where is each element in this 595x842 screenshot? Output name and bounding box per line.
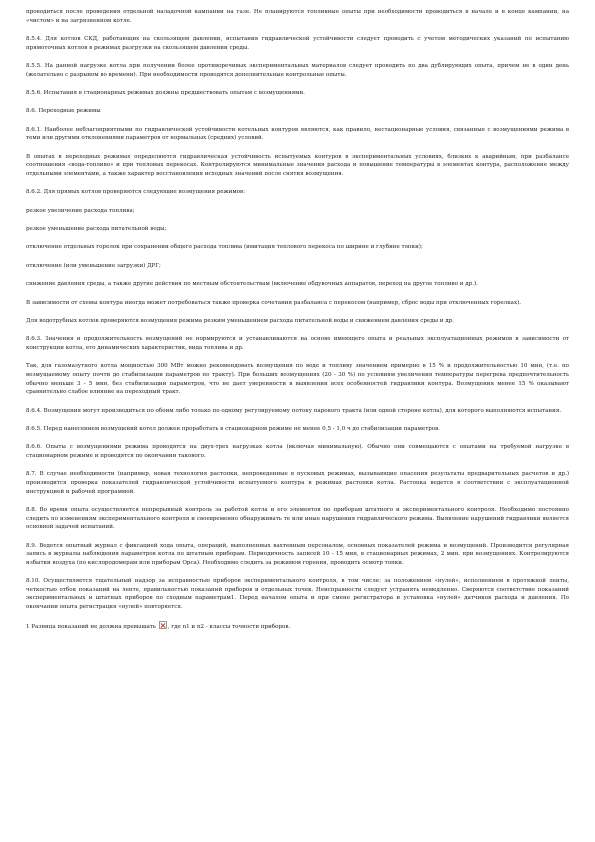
paragraph: проводиться после проведения отдельной наладочной кампании на газе. Не планируются топливные опыты при необходимости проводиться в начале и в конце кампании, на «чистом» и на загрязненном котле.	[26, 9, 569, 24]
footnote	[26, 621, 569, 632]
paragraph: Так, для газомазутного котла мощностью 300 МВт можно рекомендовать возмущения по воде и топливу значением примерно в 15 % и продолжительностью 10 мин, (т.е. по возмущаемому опыту почти до стабилизации параметров по тракту). При больших возмущениях (20 - 30 %) по условиям увеличения температуры перегрева предпочтительность обычно меньше 3 - 5 мин, без стабилизации параметров, что не дает уверенности в выявлении всех особенностей гидравлики контура. Возмущения менее 15 % оказывают сравнительно слабое влияние на переходный тракт.	[26, 363, 569, 396]
footnote-prefix: 1 Разница показаний не должна превышать	[26, 624, 156, 631]
list-item: снижение давления среды, а также другие действия по местным обстоятельствам (включение обдувочных аппаратов, переход на другое топливо и др.).	[26, 281, 478, 288]
paragraph: 8.5.5. На данной нагрузке котла при получении более противоречивых экспериментальных материалов следует проводить по два дублирующих опыта, причем не в один день (желательно с разрывом во времени). При необходимости проводятся дополнительные контрольные опыты.	[26, 62, 569, 78]
paragraph: 8.5.6. Испытания в стационарных режимах должны предшествовать опытам с возмущениями.	[26, 89, 305, 96]
paragraph: Для водотрубных котлов проверяются возмущения режима резким уменьшением расхода питательной воды и снижением давления среды и др.	[26, 318, 454, 325]
paragraph: 8.6.3. Значения и продолжительность возмущений не нормируются и устанавливаются на основе имеющего опыта и реальных эксплуатационных режимов в зависимости от конструкции котла, его динамических характеристик, вида топлива и др.	[26, 336, 569, 352]
paragraph: 8.6.6. Опыты с возмущениями режима проводятся на двух-трех нагрузках котла (включая минимальную). Обычно они совмещаются с опытами на требуемой нагрузке в стационарном режиме и проводятся по окончании такового.	[26, 444, 569, 459]
list-item: резкое увеличение расхода топлива;	[26, 207, 135, 214]
paragraph: 8.7. В случае необходимости (например, новая технология растопки, непроведенные в пусковых режимах, вызывающие опасения результаты предварительных расчетов и др.) производится проверка показателей гидравлической устойчивости испытуемого контура в режимах растопки котла. Растопка ведется в соответствии с эксплуатационной инструкцией и рабочей программой.	[26, 471, 569, 495]
section-heading: 8.6. Переходные режимы	[26, 108, 101, 115]
paragraph: 8.6.2. Для прямых котлов проверяются следующие возмущения режимов:	[26, 189, 245, 196]
paragraph: В опытах в переходных режимах определяются гидравлическая устойчивость испытуемых контуров в экспериментальных условиях, близких к аварийным, при разбалансе соотношения «вода-топливо» и при тепловых перекосах. Контролируются минимальные значения расхода и повышение температуры в элементах контура, расположение между отдельными элементами, а также характер восстановления исходных значений после снятия возмущения.	[26, 153, 569, 177]
paragraph: 8.10. Осуществляется тщательный надзор за исправностью приборов экспериментального контроля, в том числе: за положением «нулей», исполнением в протяжной ленты, четкостью отбоя показаний на ленте, правильностью показаний приборов и отдельных точек. Неисправности следует устранять немедленно. Сверяются соответствие показаний экспериментальных и штатных приборов по сходным параметрам1. Перед началом опыта и при смене регистратора и установка «нулей» датчиков расхода и давления. По окончании опыта регистрация «нулей» повторяется.	[26, 578, 569, 610]
paragraph: 8.6.1. Наиболее неблагоприятными по гидравлической устойчивости котельных контуров являются, как правило, нестационарные условия, связанные с возмущениями режима в теми или другими отклонениями параметров от нормальных (средних) условий.	[26, 126, 569, 142]
paragraph: 8.8. Во время опыта осуществляется непрерывный контроль за работой котла и его элементов по приборам штатного и экспериментального контроля. Необходимо постоянно следить по изменениям экспериментального контроля и своевременно обнаруживать те или иные нарушения гидравлического режима. Выявление нарушений гидравлики является основной задачей испытаний.	[26, 506, 569, 531]
list-item: отключение (или уменьшение загрузки) ДРГ;	[26, 262, 161, 269]
paragraph: 8.5.4. Для котлов СКД, работающих на скользящем давлении, испытания гидравлической устойчивости следует проводить с учетом методических указаний по испытанию прямоточных котлов в режимах разгрузки на скользящем давлении среды.	[26, 35, 569, 51]
paragraph: 8.6.4. Возмущения могут производиться по обоим либо только по одному регулируемому потоку парового тракта (или одной стороне котла), для которого выполняются испытания.	[26, 407, 562, 414]
list-item: отключение отдельных горелок при сохранении общего расхода топлива (имитация теплового перекоса по ширине и глубине топки);	[26, 244, 423, 251]
list-item: резкое уменьшение расхода питательной воды;	[26, 226, 167, 233]
broken-image-icon	[159, 621, 167, 629]
paragraph: 8.6.5. Перед нанесением возмущений котел должен проработать в стационарном режиме не менее 0,5 - 1,0 ч до стабилизации параметров.	[26, 425, 441, 432]
paragraph: В зависимости от схемы контура иногда может потребоваться также проверка сочетания разбаланса с перекосом (например, сброс воды при отключенных горелках).	[26, 299, 522, 306]
paragraph: 8.9. Ведется опытный журнал с фиксацией хода опыта, операций, выполненных вахтенным персоналом, основных показателей режима и возмущений. Производится регулярная запись в журналы наблюдения параметров котла по штатным приборам. Периодичность записей 10 - 15 мин, в стационарных режимах, 2 мин. при возмущениях. Контролируются избытки воздуха (по кислородомерам или приборам Орса). Необходимо следить за режимом горения, проводить осмотр топки.	[26, 542, 569, 566]
footnote-suffix: , где n1 и n2 - классы точности приборов.	[167, 624, 291, 631]
